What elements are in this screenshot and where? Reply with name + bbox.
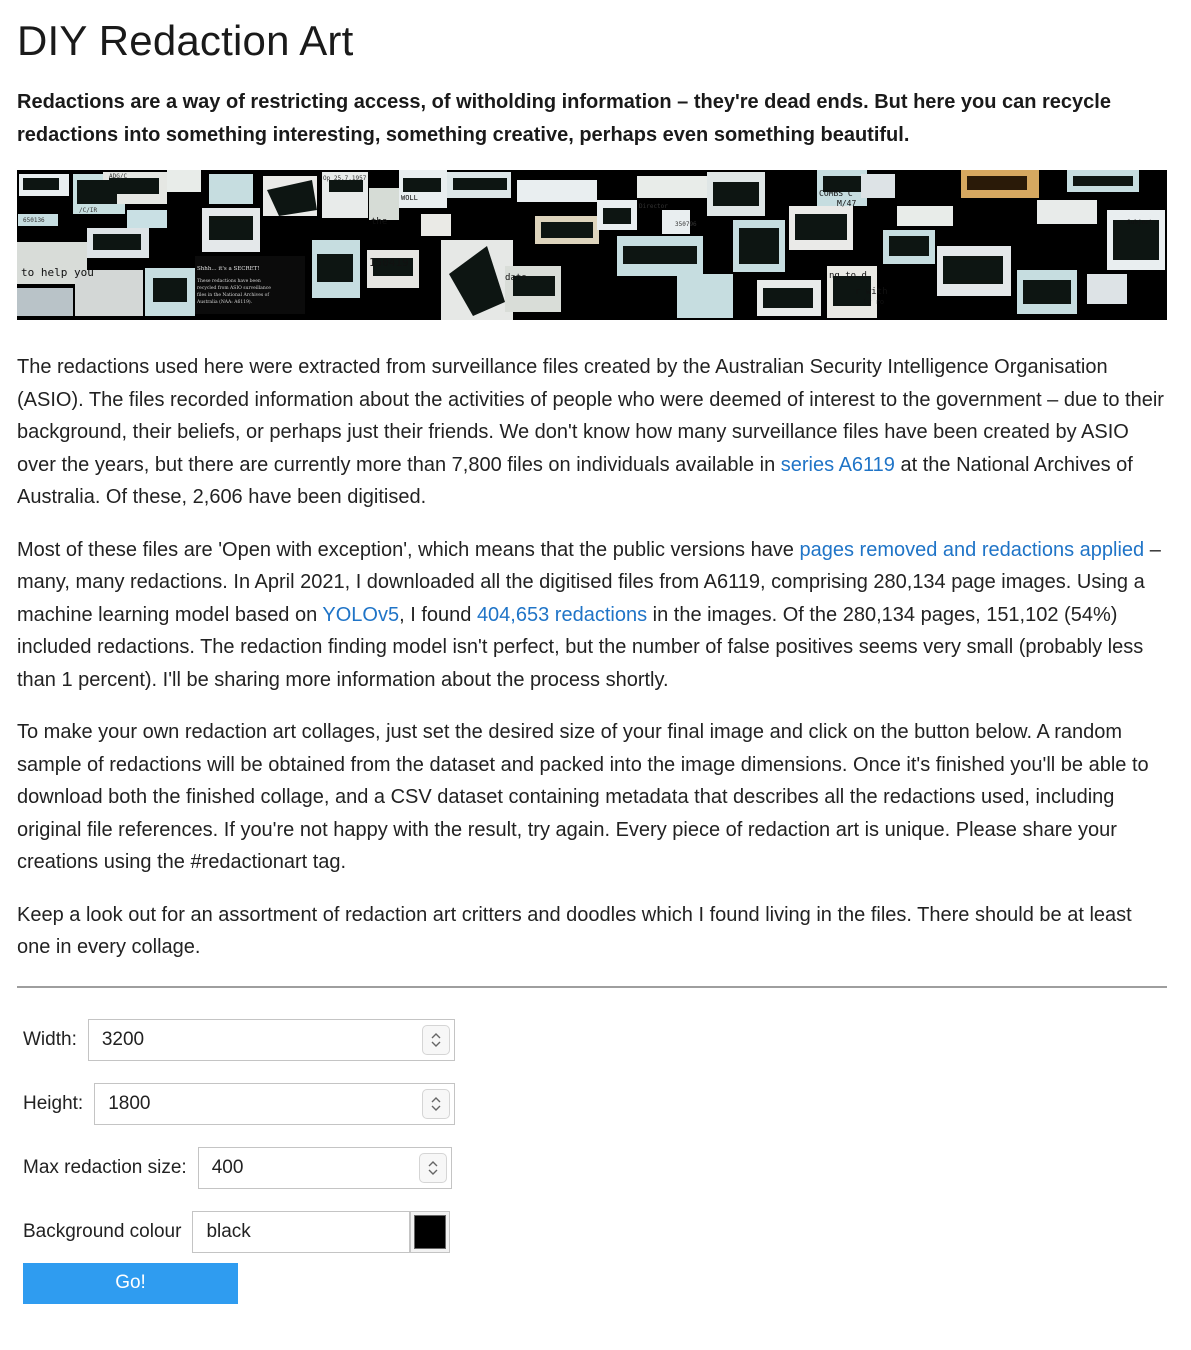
paragraph-2-text-d: in the images. Of the 280,134 pages, 151,102 (54%) included redactions. The redaction finding model isn't perfect, but the number of false positives seems very small (probably less than 1 percent). I'll be sharing more information about the process shortly. (17, 603, 1144, 691)
spinner-arrows-icon (431, 1031, 441, 1049)
max-size-label: Max redaction size: (23, 1156, 187, 1178)
paragraph-2-text-a: Most of these files are 'Open with exception', which means that the public versions have (17, 538, 800, 561)
height-label: Height: (23, 1092, 84, 1114)
paragraph-1-text-a: The redactions used here were extracted from surveillance files created by the Australian Security Intelligence Organisation (ASIO). The files recorded information about the activities of people who were deemed of interest to the government – due to their background, their beliefs, or perhaps just their friends. We don't know how many surveillance files have been created by ASIO over the years, but there are currently more than 7,800 files on individuals available in (17, 356, 1164, 476)
banner-text: ng to d (829, 271, 867, 281)
clip (677, 274, 733, 318)
series-a6119-link[interactable]: series A6119 (780, 453, 895, 476)
redaction (889, 236, 929, 256)
colour-swatch-button[interactable] (410, 1211, 450, 1253)
redaction (153, 278, 187, 302)
banner-text: ADG/C (109, 173, 128, 180)
redaction (453, 178, 507, 190)
width-label: Width: (23, 1028, 77, 1050)
paragraph-2-text-c: , I found (399, 603, 477, 626)
banner-text: recycled from ASIO surveillance (197, 286, 271, 291)
banner-text: Director (639, 203, 668, 210)
redaction (403, 178, 441, 192)
max-size-row (23, 1147, 1174, 1189)
redaction (209, 216, 253, 240)
lead-text: Redactions are a way of restricting access, of witholding information – they're dead ends. But here you can recycle redactions into something interesting, something creative, perhaps even something beautiful. (17, 91, 1111, 146)
max-size-spinner[interactable] (419, 1153, 447, 1183)
banner-text: 350796 (675, 221, 697, 228)
banner-text: the (371, 217, 388, 227)
clip (421, 214, 451, 236)
clip (369, 188, 399, 220)
width-input[interactable] (88, 1019, 455, 1061)
redaction (93, 234, 141, 250)
yolov5-link[interactable]: YOLOv5 (322, 603, 400, 626)
banner-text: 150419 (369, 256, 409, 269)
divider (17, 986, 1167, 988)
banner-text: Australia (NAA: A6119). (197, 300, 253, 305)
banner-text: date (505, 273, 527, 283)
background-row (23, 1211, 1174, 1253)
pages-removed-link[interactable]: pages removed and redactions applied (799, 538, 1145, 561)
banner-text: COMBS C (819, 189, 853, 198)
clip (897, 206, 953, 226)
redaction (967, 176, 1027, 190)
redaction (943, 256, 1003, 284)
redactions-count-link[interactable]: 404,653 redactions (476, 603, 648, 626)
width-value: 3200 (101, 1028, 145, 1050)
clip (127, 210, 167, 228)
redaction (23, 178, 59, 190)
redaction (763, 288, 813, 308)
banner-text: /C/IR (79, 207, 98, 214)
background-colour-value: black (206, 1220, 251, 1242)
max-size-input[interactable] (198, 1147, 452, 1189)
spinner-arrows-icon (431, 1095, 441, 1113)
redaction (317, 254, 353, 282)
colour-swatch (414, 1215, 446, 1249)
redaction (1113, 220, 1159, 260)
clip (167, 170, 201, 192)
banner-text: r with (855, 287, 888, 297)
paragraph-3: To make your own redaction art collages, just set the desired size of your final image and click on the button below. A random sample of redactions will be obtained from the dataset and packed into the image dimensions. Once it's finished you'll be able to download both the finished collage, and a CSV dataset containing metadata that describes all the redactions used, including original file references. If you're not happy with the result, try again. Every piece of redaction art is unique. Please share your creations using the #redactionart tag. (17, 721, 1149, 873)
redaction (541, 222, 593, 238)
banner-text: ly ro (863, 298, 885, 306)
width-spinner[interactable] (422, 1025, 450, 1055)
banner-text: WOLL (401, 194, 418, 202)
banner-text: Subject (1127, 219, 1153, 226)
banner-text: 650136 (23, 217, 45, 224)
banner-text: to help you (21, 266, 94, 279)
max-size-value: 400 (211, 1156, 244, 1178)
clip (637, 176, 707, 198)
banner-text: M/47 (837, 199, 857, 208)
redaction (623, 246, 697, 264)
paragraph-2-text-b: – many, many redactions. In April 2021, I downloaded all the digitised files from A6119, comprising 280,134 page images. Using a machine learning model based on (17, 538, 1161, 626)
background-colour-picker (192, 1211, 450, 1253)
banner-text: Shhh... it's a SECRET! (197, 266, 260, 272)
page-title: DIY Redaction Art (17, 17, 354, 64)
clip (1087, 274, 1127, 304)
height-input[interactable] (94, 1083, 455, 1125)
redaction (603, 208, 631, 224)
redaction (1073, 176, 1133, 186)
background-colour-input[interactable] (192, 1211, 410, 1253)
collage-form (17, 1019, 1174, 1304)
redaction (713, 182, 759, 206)
background-label: Background colour (23, 1220, 182, 1242)
go-button[interactable]: Go! (23, 1263, 238, 1304)
clip (17, 288, 73, 316)
banner-text: Op 25.7.1957 (323, 175, 367, 182)
width-row (23, 1019, 1174, 1061)
banner-text: files in the National Archives of (197, 293, 270, 298)
spinner-arrows-icon (428, 1159, 438, 1177)
clip (209, 174, 253, 204)
redaction (1023, 280, 1071, 304)
height-row (23, 1083, 1174, 1125)
height-spinner[interactable] (422, 1089, 450, 1119)
clip (517, 180, 597, 202)
redaction (109, 178, 159, 194)
paragraph-1 (17, 351, 1167, 514)
redaction (739, 228, 779, 264)
paragraph-1-text-b: at the National Archives of Australia. Of these, 2,606 have been digitised. (17, 453, 1133, 508)
clip (861, 174, 895, 198)
banner-text: These redactions have been (197, 279, 261, 284)
paragraph-2 (17, 534, 1167, 697)
paragraph-4: Keep a look out for an assortment of redaction art critters and doodles which I found living in the files. There should be at least one in every collage. (17, 903, 1132, 958)
redaction-banner-image (17, 170, 1167, 320)
height-value: 1800 (108, 1092, 151, 1114)
redaction (795, 214, 847, 240)
clip (195, 256, 305, 314)
clip (1037, 200, 1097, 224)
